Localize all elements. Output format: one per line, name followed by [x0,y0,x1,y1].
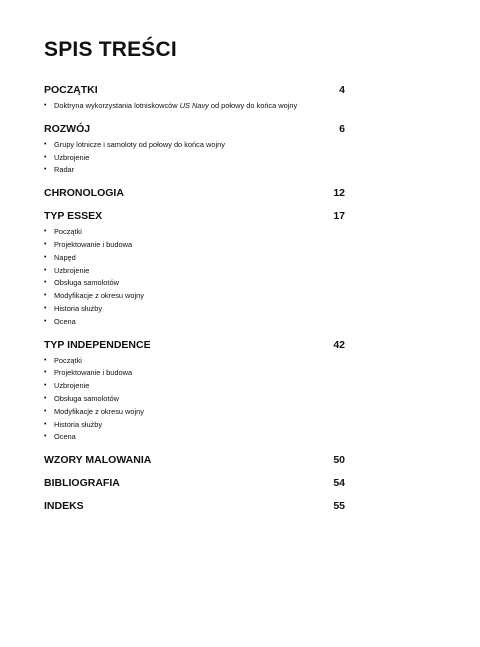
toc-subitem[interactable] [44,277,345,290]
section-title: BIBLIOGRAFIA [44,477,120,490]
section-title: ROZWÓJ [44,122,91,135]
bullet-icon: • [44,253,47,261]
toc-subitem[interactable] [44,316,345,329]
subitem-text: Projektowanie i budowa [54,368,133,378]
section-page-number: 6 [339,122,345,135]
toc-subitem[interactable] [44,406,345,419]
subitem-text: Ocena [54,432,76,442]
section-page-number: 17 [333,210,345,223]
toc-subitem[interactable] [44,100,345,113]
subitem-text: Ocena [54,316,76,326]
bullet-icon: • [44,420,47,428]
toc-section [44,500,345,513]
toc-subitem[interactable] [44,431,345,444]
subitem-text: Historia służby [54,303,103,313]
toc-section-heading[interactable] [44,454,345,467]
toc-section [44,187,345,200]
toc-subitem[interactable] [44,252,345,265]
bullet-icon: • [44,153,47,161]
section-title: TYP ESSEX [44,210,103,223]
subitem-text: Obsługa samolotów [54,278,119,288]
toc-subitem[interactable] [44,393,345,406]
toc-subitem[interactable] [44,355,345,368]
subitem-text: Grupy lotnicze i samoloty od połowy do końca wojny [54,139,225,149]
subitem-text: Uzbrojenie [54,152,90,162]
toc-section [44,477,345,490]
bullet-icon: • [44,304,47,312]
toc-section-heading[interactable] [44,500,345,513]
subitem-text: Radar [54,165,75,175]
subitem-text: Początki [54,355,82,365]
toc-subitem[interactable] [44,239,345,252]
section-title: INDEKS [44,500,84,513]
bullet-icon: • [44,140,47,148]
subitem-text: Początki [54,227,82,237]
section-page-number: 4 [339,84,345,96]
section-page-number: 50 [333,454,345,467]
bullet-icon: • [44,356,47,364]
bullet-icon: • [44,279,47,287]
section-title: WZORY MALOWANIA [44,454,152,467]
subitem-text: Modyfikacje z okresu wojny [54,406,144,416]
section-page-number: 55 [333,500,345,513]
subitem-text: Obsługa samolotów [54,393,119,403]
section-page-number: 42 [333,338,345,351]
bullet-icon: • [44,228,47,236]
toc-section [44,84,345,113]
section-title: TYP INDEPENDENCE [44,338,151,351]
bullet-icon: • [44,166,47,174]
toc-subitem[interactable] [44,226,345,239]
toc-subitem[interactable] [44,367,345,380]
toc-subitems [44,139,345,177]
toc-subitem[interactable] [44,139,345,152]
toc-subitem[interactable] [44,419,345,432]
bullet-icon: • [44,317,47,325]
toc-subitem[interactable] [44,303,345,316]
subitem-text: Napęd [54,252,76,262]
section-page-number: 12 [333,187,345,200]
section-title: CHRONOLOGIA [44,187,124,200]
bullet-icon: • [44,394,47,402]
subitem-text: Modyfikacje z okresu wojny [54,291,144,301]
subitem-text: Uzbrojenie [54,265,90,275]
page-title: SPIS TREŚCI [44,38,177,61]
toc-section [44,454,345,467]
bullet-icon: • [44,292,47,300]
toc-subitems [44,226,345,328]
bullet-icon: • [44,369,47,377]
toc-subitem[interactable] [44,152,345,165]
bullet-icon: • [44,407,47,415]
bullet-icon: • [44,102,47,109]
toc-section [44,210,345,328]
toc-subitem[interactable] [44,380,345,393]
toc-section-heading[interactable] [44,210,345,223]
subitem-text: Doktryna wykorzystania lotniskowców US Navy od połowy do końca wojny [54,101,298,110]
table-of-contents [44,38,345,523]
section-title: POCZĄTKI [44,84,98,96]
section-page-number: 54 [333,477,345,490]
bullet-icon: • [44,266,47,274]
toc-subitem[interactable] [44,265,345,278]
toc-section-heading[interactable] [44,339,345,352]
toc-section [44,123,345,177]
bullet-icon: • [44,240,47,248]
subitem-text: Historia służby [54,419,103,429]
toc-section-heading[interactable] [44,84,345,97]
toc-section [44,339,345,445]
toc-section-heading[interactable] [44,187,345,200]
toc-subitem[interactable] [44,164,345,177]
toc-section-heading[interactable] [44,123,345,136]
toc-subitem[interactable] [44,290,345,303]
bullet-icon: • [44,433,47,441]
bullet-icon: • [44,382,47,390]
toc-subitems [44,355,345,445]
toc-section-heading[interactable] [44,477,345,490]
subitem-text: Uzbrojenie [54,381,90,391]
subitem-text: Projektowanie i budowa [54,239,133,249]
toc-subitems [44,100,345,113]
